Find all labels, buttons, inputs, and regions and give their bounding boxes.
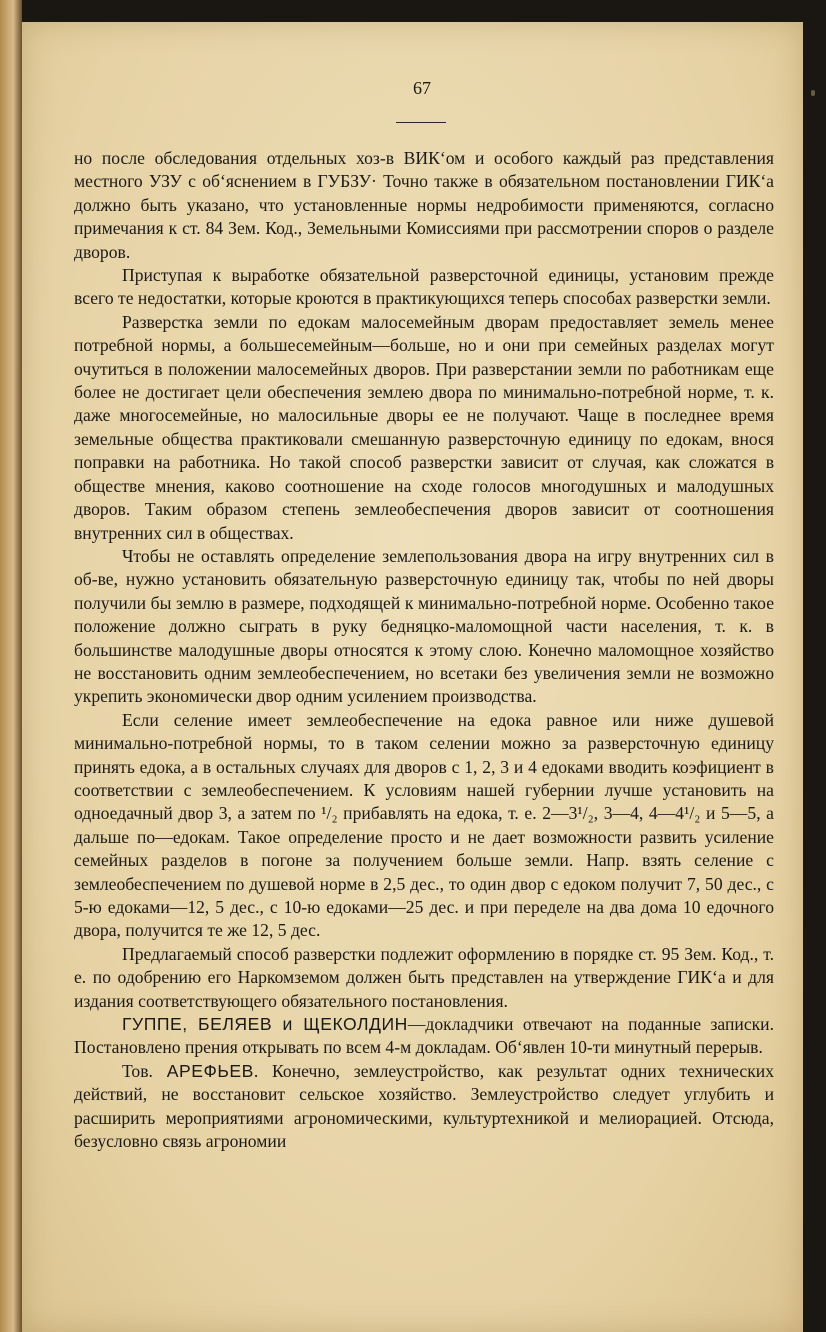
speaker-name: АРЕФЬЕВ bbox=[166, 1060, 254, 1081]
speaker-names: ГУППЕ, БЕЛЯЕВ и ЩЕКОЛДИН bbox=[122, 1014, 408, 1035]
page-number-underline bbox=[396, 122, 446, 123]
speaker-prefix: Тов. bbox=[122, 1060, 167, 1081]
paragraph-7 bbox=[74, 1013, 774, 1060]
paragraph-7-text: —докладчики отвечают на поданные записки. Постановлено прения открывать по всем 4-м докладам. Об‘явлен 10-ти минутный перерыв. bbox=[74, 1014, 774, 1058]
page-body-text bbox=[74, 147, 774, 1153]
paragraph-1: но после обследования отдельных хоз-в ВИК‘ом и особого каждый раз представления местного УЗУ с об‘яснением в ГУБЗУ· Точно также в обязательном постановлении ГИК‘а должно быть указано, что установленные нормы недробимости применяются, согласно примечания к ст. 84 Зем. Код., Земельными Комиссиями при рассмотрении споров о разделе дворов. bbox=[74, 148, 774, 262]
paragraph-4: Чтобы не оставлять определение землепользования двора на игру внутренних сил в об-ве, нужно установить обязательную разверсточную единицу так, чтобы по ней дворы получили бы землю в размере, подходящей к минимально-потребной норме. Особенно такое положение должно сыграть в руку бедняцко-маломощной части населения, т. к. в большинстве малодушные дворы относятся к этому слою. Конечно маломощное хозяйство не восстановить одним землеобеспечением, но всетаки без увеличения земли не возможно укрепить экономически двор одним усилением производства. bbox=[74, 545, 774, 707]
book-page bbox=[22, 22, 803, 1332]
book-spine-edge bbox=[0, 0, 22, 1332]
paragraph-8 bbox=[74, 1060, 774, 1154]
paper-speck bbox=[811, 90, 815, 96]
paragraph-6: Предлагаемый способ разверстки подлежит оформлению в порядке ст. 95 Зем. Код., т. е. по одобрению его Наркомземом должен быть представлен на утверждение ГИК‘а и для издания соответствующего обязательного постановления. bbox=[74, 943, 774, 1011]
paragraph-8-text: . Конечно, землеустройство, как результат одних технических действий, не восстановит сельское хозяйство. Землеустройство следует углубить и расширить мероприятиями агрономическими, культуртехникой и мелиорацией. Отсюда, безусловно связь агрономии bbox=[74, 1060, 774, 1152]
paragraph-2: Приступая к выработке обязательной разверсточной единицы, установим прежде всего те недостатки, которые кроются в практикующихся теперь способах разверстки земли. bbox=[74, 265, 774, 309]
paragraph-5: Если селение имеет землеобеспечение на едока равное или ниже душевой минимально-потребной нормы, то в таком селении можно за разверсточную единицу принять едока, а в остальных случаях для дворов с 1, 2, 3 и 4 едоками вводить коэфициент в соответствии с землеобеспечением. К условиям нашей губернии лучше установить на одноедачный двор 3, а затем по ¹/₂ прибавлять на едока, т. е. 2—3¹/₂, 3—4, 4—4¹/₂ и 5—5, а дальше по—едокам. Такое определение просто и не дает возможности развить усиление семейных разделов в погоне за получением больше земли. Напр. взять селение с землеобеспечением по душевой норме в 2,5 дес., то один двор с едоком получит 7, 50 дес., с 5-ю едоками—12, 5 дес., с 10-ю едоками—25 дес. и при переделе на два дома 10 едочного двора, получится те же 12, 5 дес. bbox=[74, 709, 774, 941]
page-number: 67 bbox=[413, 78, 431, 98]
paragraph-3: Разверстка земли по едокам малосемейным дворам предоставляет земель менее потребной нормы, а большесемейным—больше, но и они при семейных разделах могут очутиться в положении малосемейных дворов. При разверстании земли по работникам еще более не достигает цели обеспечения землею двора по минимально-потребной норме, т. к. даже многосемейные, но малосильные дворы ее не получают. Чаще в последнее время земельные общества практиковали смешанную разверсточную единицу по едокам, внося поправки на работника. Но такой способ разверстки зависит от случая, как сложатся в обществе мнения, каково соотношение на сходе голосов многодушных и малодушных дворов. Таким образом степень землеобеспечения дворов зависит от соотношения внутренних сил в обществах. bbox=[74, 311, 774, 543]
